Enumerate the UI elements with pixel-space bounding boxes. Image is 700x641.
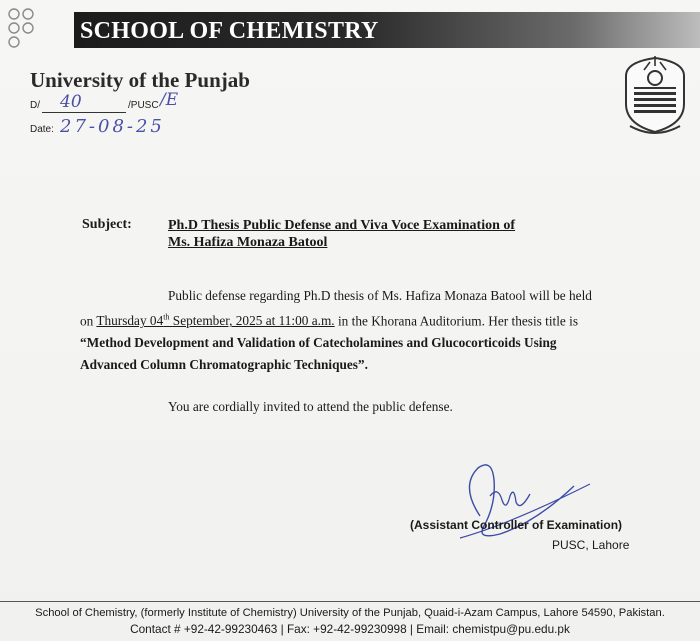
footer-address: School of Chemistry, (formerly Institute of Chemistry) University of the Punjab, Quaid-i-Azam Campus, Lahore 54590, Pakistan. (35, 607, 665, 619)
subject-line-2: Ms. Hafiza Monaza Batool (168, 235, 328, 250)
subject-line-1: Ph.D Thesis Public Defense and Viva Voce Examination of (168, 218, 516, 233)
ref-mid: /PUSC (128, 100, 159, 111)
body-line-2 (80, 307, 628, 332)
molecule-rings-icon (4, 6, 66, 52)
subject-text (168, 217, 598, 251)
reference-line (30, 100, 40, 111)
university-crest-icon (620, 48, 690, 136)
defense-date-time: September, 2025 at 11:00 a.m. (172, 313, 335, 329)
body-line-2-pre: on (80, 313, 94, 329)
body-line-1: Public defense regarding Ph.D thesis of Ms. Hafiza Monaza Batool will be held (168, 288, 592, 303)
invitation-paragraph (80, 396, 628, 418)
signatory-place: PUSC, Lahore (552, 538, 630, 552)
ref-suffix-handwritten: /E (160, 90, 179, 110)
body-paragraph (80, 285, 628, 376)
date-line (30, 124, 54, 135)
footer-contact: Contact # +92-42-99230463 | Fax: +92-42-99230998 | Email: chemistpu@pu.edu.pk (130, 622, 570, 636)
banner-title: SCHOOL OF CHEMISTRY (80, 18, 379, 44)
body-line-2-post: in the Khorana Auditorium. Her thesis title is (337, 313, 579, 329)
signatory-title: (Assistant Controller of Examination) (410, 518, 623, 532)
ref-prefix: D/ (30, 100, 40, 111)
university-name: University of the Punjab (30, 68, 250, 92)
thesis-title-line-1: “Method Development and Validation of Catecholamines and Glucocorticoids Using (80, 335, 557, 351)
date-handwritten: 27-08-25 (60, 116, 165, 137)
defense-day: Thursday 04 (96, 313, 164, 329)
subject-label: Subject: (82, 217, 132, 232)
defense-day-suffix: th (163, 313, 170, 322)
footer-divider (0, 601, 700, 602)
date-label: Date: (30, 124, 54, 135)
ref-underline (42, 112, 126, 113)
defense-date (96, 313, 334, 328)
invitation-text: You are cordially invited to attend the public defense. (168, 399, 453, 414)
thesis-title-line-2: Advanced Column Chromatographic Techniques”. (80, 357, 368, 373)
ref-number-handwritten: 40 (60, 92, 82, 112)
